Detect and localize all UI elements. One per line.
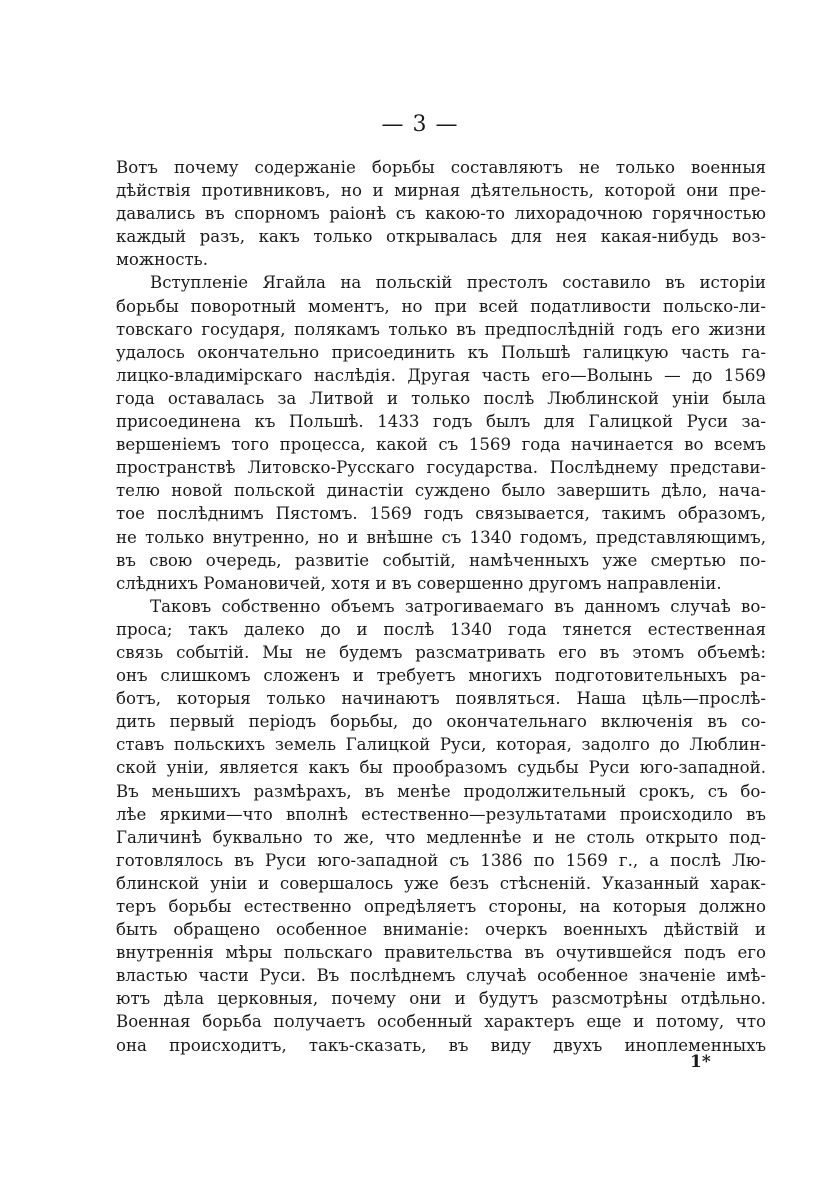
text-line: она происходитъ, такъ-сказать, въ виду двухъ иноплеменныхъ [116,1035,766,1055]
text-line: ской уніи, является какъ бы прообразомъ судьбы Руси юго-западной. [116,758,766,778]
text-line: пространствѣ Литовско-Русскаго государства. Послѣднему представи- [116,458,766,478]
text-line: онъ слишкомъ сложенъ и требуетъ многихъ подготовительныхъ ра- [116,666,766,686]
text-line: въ свою очередь, развитіе событій, намѣченныхъ уже смертью по- [116,550,766,570]
text-line: ставъ польскихъ земель Галицкой Руси, которая, задолго до Люблин- [116,735,766,755]
text-line: Таковъ собственно объемъ затрогиваемаго въ данномъ случаѣ во- [150,596,766,616]
paragraph [116,156,766,271]
text-line: дѣйствія противниковъ, но и мирная дѣятельность, которой они пре- [116,181,766,201]
text-line: Въ меньшихъ размѣрахъ, въ менѣе продолжительный срокъ, съ бо- [116,781,766,801]
text-line: теръ борьбы естественно опредѣляетъ стороны, на которыя должно [116,897,766,916]
paragraph [116,595,766,1057]
paragraph [116,271,766,594]
page-number-header: — 3 — [381,112,459,137]
text-line: лицко-владимірскаго наслѣдія. Другая часть его—Волынь — до 1569 [116,365,766,385]
text-line: проса; такъ далеко до и послѣ 1340 года тянется естественная [116,619,766,639]
text-line: ботъ, которыя только начинаютъ появляться. Наша цѣль—прослѣ- [116,689,766,709]
text-line: дить первый періодъ борьбы, до окончательнаго включенія въ со- [116,712,766,732]
text-line: лѣе яркими—что вполнѣ естественно—результатами происходило въ [116,804,766,824]
text-line: борьбы поворотный моментъ, но при всей податливости польско-ли- [116,296,766,316]
text-line: товскаго государя, полякамъ только въ предпослѣдній годъ его жизни [116,319,766,339]
text-line: присоединена къ Польшѣ. 1433 годъ былъ для Галицкой Руси за- [116,412,766,432]
text-line: года оставалась за Литвой и только послѣ Люблинской уніи была [116,388,766,408]
text-line: готовлялось въ Руси юго-западной съ 1386 по 1569 г., а послѣ Лю- [116,850,766,870]
text-line: блинской уніи и совершалось уже безъ стѣсненій. Указанный харак- [116,873,766,893]
text-line: ютъ дѣла церковныя, почему они и будутъ разсмотрѣны отдѣльно. [116,989,766,1009]
text-line: давались въ спорномъ раіонѣ съ какою-то лихорадочною горячностью [116,204,766,224]
text-line: слѣднихъ Романовичей, хотя и въ совершенно другомъ направленіи. [116,573,722,593]
text-line: не только внутренно, но и внѣшне съ 1340 годомъ, представляющимъ, [116,527,766,547]
text-line: телю новой польской династіи суждено было завершить дѣло, нача- [116,481,766,501]
text-line: Вступленіе Ягайла на польскій престолъ составило въ исторіи [150,273,766,293]
text-line: Вотъ почему содержаніе борьбы составляютъ не только военныя [116,158,766,177]
text-line: внутреннія мѣры польскаго правительства въ очутившейся подъ его [116,943,766,963]
text-line: Галичинѣ буквально то же, что медленнѣе и не столь открыто под- [116,827,766,847]
text-line: можность. [116,250,208,270]
body-text [116,156,766,1057]
text-line: тое послѣднимъ Пястомъ. 1569 годъ связывается, такимъ образомъ, [116,504,766,524]
text-line: властью части Руси. Въ послѣднемъ случаѣ особенное значеніе имѣ- [116,966,766,986]
text-line: удалось окончательно присоединить къ Польшѣ галицкую часть га- [116,342,766,362]
text-line: связь событій. Мы не будемъ разсматривать его въ этомъ объемѣ: [116,642,766,662]
text-line: Военная борьба получаетъ особенный характеръ еще и потому, что [116,1012,766,1032]
text-line: каждый разъ, какъ только открывалась для нея какая-нибудь воз- [116,227,766,247]
signature-mark: 1* [690,1052,711,1072]
text-line: быть обращено особенное вниманіе: очеркъ военныхъ дѣйствій и [116,920,766,940]
text-line: вершеніемъ того процесса, какой съ 1569 года начинается во всемъ [116,435,766,455]
